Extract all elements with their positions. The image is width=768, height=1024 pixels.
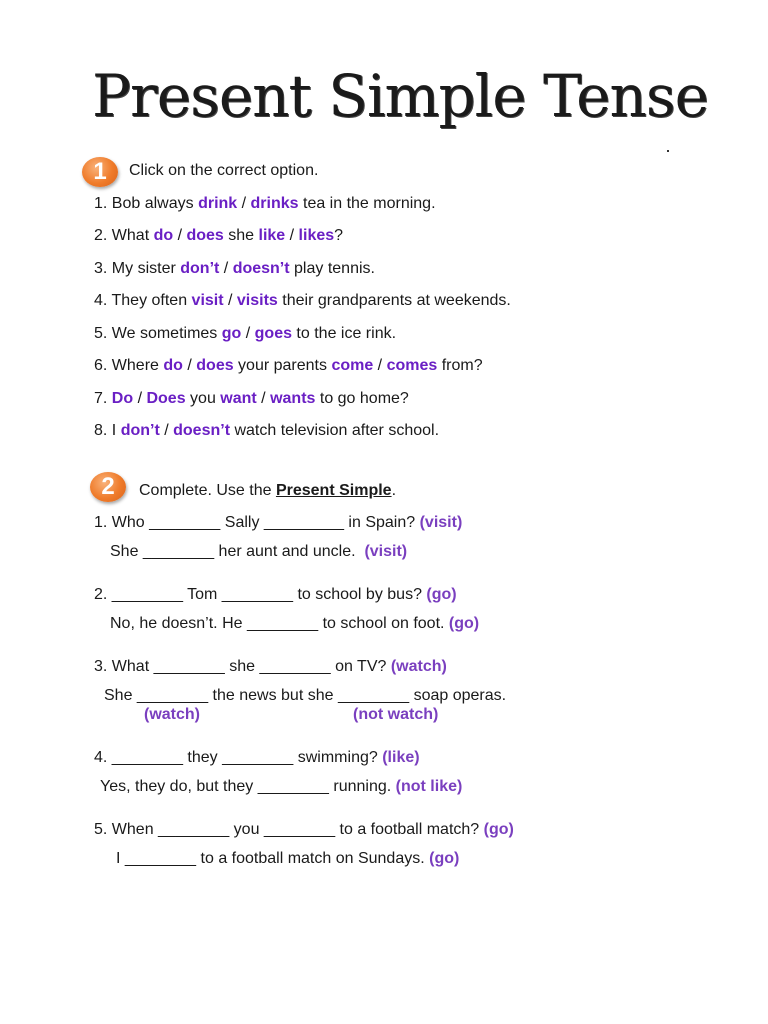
option-button[interactable]: Do [111,390,134,407]
exercise-2-answer: I ________ to a football match on Sundays. (go) [116,850,460,867]
exercise-1-item: 6. Where do / does your parents come / comes from? [94,357,483,374]
verb-hint: (visit) [364,543,408,560]
exercise-2-question: 3. What ________ she ________ on TV? (watch) [94,658,447,675]
verb-hint: (go) [426,586,457,603]
option-button[interactable]: visit [191,292,224,309]
exercise-2-question: 2. ________ Tom ________ to school by bus? (go) [94,586,457,603]
exercise-2-question: 5. When ________ you ________ to a football match? (go) [94,821,514,838]
option-button[interactable]: like [258,227,286,244]
verb-hint: (not watch) [353,706,439,723]
verb-hint: (watch) [144,706,200,723]
verb-hint: (go) [448,615,480,632]
verb-hint: (watch) [390,658,447,675]
section-2-instruction: Complete. Use the Present Simple. [139,482,397,499]
option-button[interactable]: Does [146,390,186,407]
exercise-2-answer: She ________ the news but she ________ soap operas. [104,687,507,704]
verb-hint: (go) [429,850,460,867]
section-1-number: 1 [93,158,107,185]
option-button[interactable]: don’t [120,422,160,439]
page-title: Present Simple Tense [92,62,708,130]
option-button[interactable]: do [163,357,183,374]
option-button[interactable]: likes [298,227,335,244]
section-1-instruction: Click on the correct option. [129,162,319,179]
verb-hint: (visit) [419,514,463,531]
exercise-1-item: 3. My sister don’t / doesn’t play tennis. [94,260,375,277]
option-button[interactable]: drinks [250,195,299,212]
option-button[interactable]: don’t [180,260,220,277]
section-2-badge [90,472,126,502]
option-button[interactable]: doesn’t [232,260,290,277]
exercise-1-item: 4. They often visit / visits their grandparents at weekends. [94,292,511,309]
exercise-1-item: 5. We sometimes go / goes to the ice rink. [94,325,397,342]
exercise-1-item: 1. Bob always drink / drinks tea in the morning. [94,195,436,212]
exercise-1-item: 7. Do / Does you want / wants to go home? [94,390,409,407]
verb-hint: (not like) [395,778,463,795]
option-button[interactable]: comes [386,357,438,374]
option-button[interactable]: does [186,227,224,244]
option-button[interactable]: go [221,325,242,342]
option-button[interactable]: want [220,390,257,407]
option-button[interactable]: visits [236,292,278,309]
exercise-2-answer: Yes, they do, but they ________ running. (not like) [100,778,463,795]
option-button[interactable]: do [153,227,174,244]
section-1-badge [82,157,118,187]
option-button[interactable]: does [196,357,234,374]
exercise-2-answer: No, he doesn’t. He ________ to school on foot. (go) [110,615,480,632]
exercise-2-question: 1. Who ________ Sally _________ in Spain? (visit) [94,514,463,531]
option-button[interactable]: goes [254,325,292,342]
option-button[interactable]: drink [198,195,238,212]
option-button[interactable]: come [331,357,374,374]
exercise-1-item: 8. I don’t / doesn’t watch television after school. [94,422,440,439]
option-button[interactable]: doesn’t [173,422,231,439]
section-2-number: 2 [101,473,115,500]
option-button[interactable]: wants [270,390,316,407]
exercise-2-question: 4. ________ they ________ swimming? (like) [94,749,420,766]
exercise-1-item: 2. What do / does she like / likes? [94,227,344,244]
stray-dot [667,150,669,152]
verb-hint: (like) [382,749,420,766]
verb-hint: (go) [483,821,514,838]
exercise-2-answer: She ________ her aunt and uncle. (visit) [110,543,408,560]
